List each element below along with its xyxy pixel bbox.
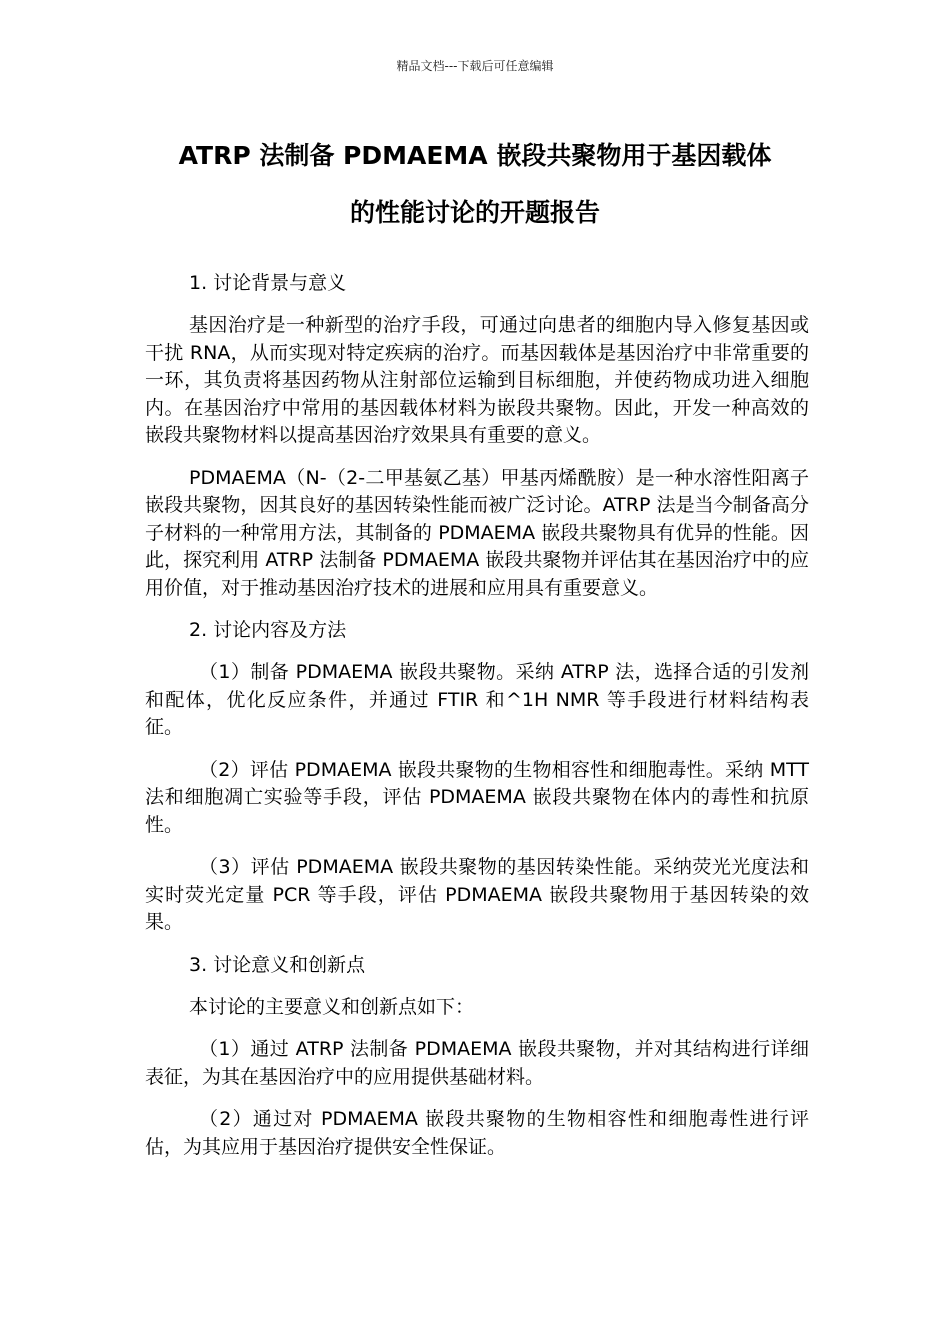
document-body: [145, 270, 809, 1176]
section-2-item-2: （2）评估 PDMAEMA 嵌段共聚物的生物相容性和细胞毒性。采纳 MTT 法和细胞凋亡实验等手段，评估 PDMAEMA 嵌段共聚物在体内的毒性和抗原性。: [145, 758, 809, 836]
section-3-item-2: （2）通过对 PDMAEMA 嵌段共聚物的生物相容性和细胞毒性进行评估，为其应用于基因治疗提供安全性保证。: [145, 1108, 809, 1158]
document-title-line-1: ATRP 法制备 PDMAEMA 嵌段共聚物用于基因载体: [178, 141, 772, 170]
section-1-paragraph-2: PDMAEMA（N-（2-二甲基氨乙基）甲基丙烯酰胺）是一种水溶性阳离子嵌段共聚物，因其良好的基因转染性能而被广泛讨论。ATRP 法是当今制备高分子材料的一种常用方法，其制备的 PDMAEMA 嵌段共聚物具有优异的性能。因此，探究利用 ATRP 法制备 PDMAEMA 嵌段共聚物并评估其在基因治疗中的应用价值，对于推动基因治疗技术的进展和应用具有重要意义。: [145, 466, 809, 599]
section-2-item-1: （1）制备 PDMAEMA 嵌段共聚物。采纳 ATRP 法，选择合适的引发剂和配体，优化反应条件，并通过 FTIR 和^1H NMR 等手段进行材料结构表征。: [145, 661, 809, 738]
section-2-item-3: （3）评估 PDMAEMA 嵌段共聚物的基因转染性能。采纳荧光光度法和实时荧光定量 PCR 等手段，评估 PDMAEMA 嵌段共聚物用于基因转染的效果。: [145, 856, 809, 933]
section-3-heading: 3. 讨论意义和创新点: [189, 953, 366, 976]
section-1-paragraph-1: 基因治疗是一种新型的治疗手段，可通过向患者的细胞内导入修复基因或干扰 RNA，从而实现对特定疾病的治疗。而基因载体是基因治疗中非常重要的一环，其负责将基因药物从注射部位运输到目标细胞，并使药物成功进入细胞内。在基因治疗中常用的基因载体材料为嵌段共聚物。因此，开发一种高效的嵌段共聚物材料以提高基因治疗效果具有重要的意义。: [145, 314, 809, 446]
section-2-heading: 2. 讨论内容及方法: [189, 619, 347, 641]
document-title-line-2: 的性能讨论的开题报告: [349, 198, 600, 227]
section-3-intro: 本讨论的主要意义和创新点如下：: [189, 995, 475, 1018]
section-1-heading: 1. 讨论背景与意义: [189, 272, 347, 294]
page-header-note: 精品文档---下载后可任意编辑: [396, 59, 554, 73]
section-3-item-1: （1）通过 ATRP 法制备 PDMAEMA 嵌段共聚物，并对其结构进行详细表征，为其在基因治疗中的应用提供基础材料。: [145, 1038, 809, 1088]
